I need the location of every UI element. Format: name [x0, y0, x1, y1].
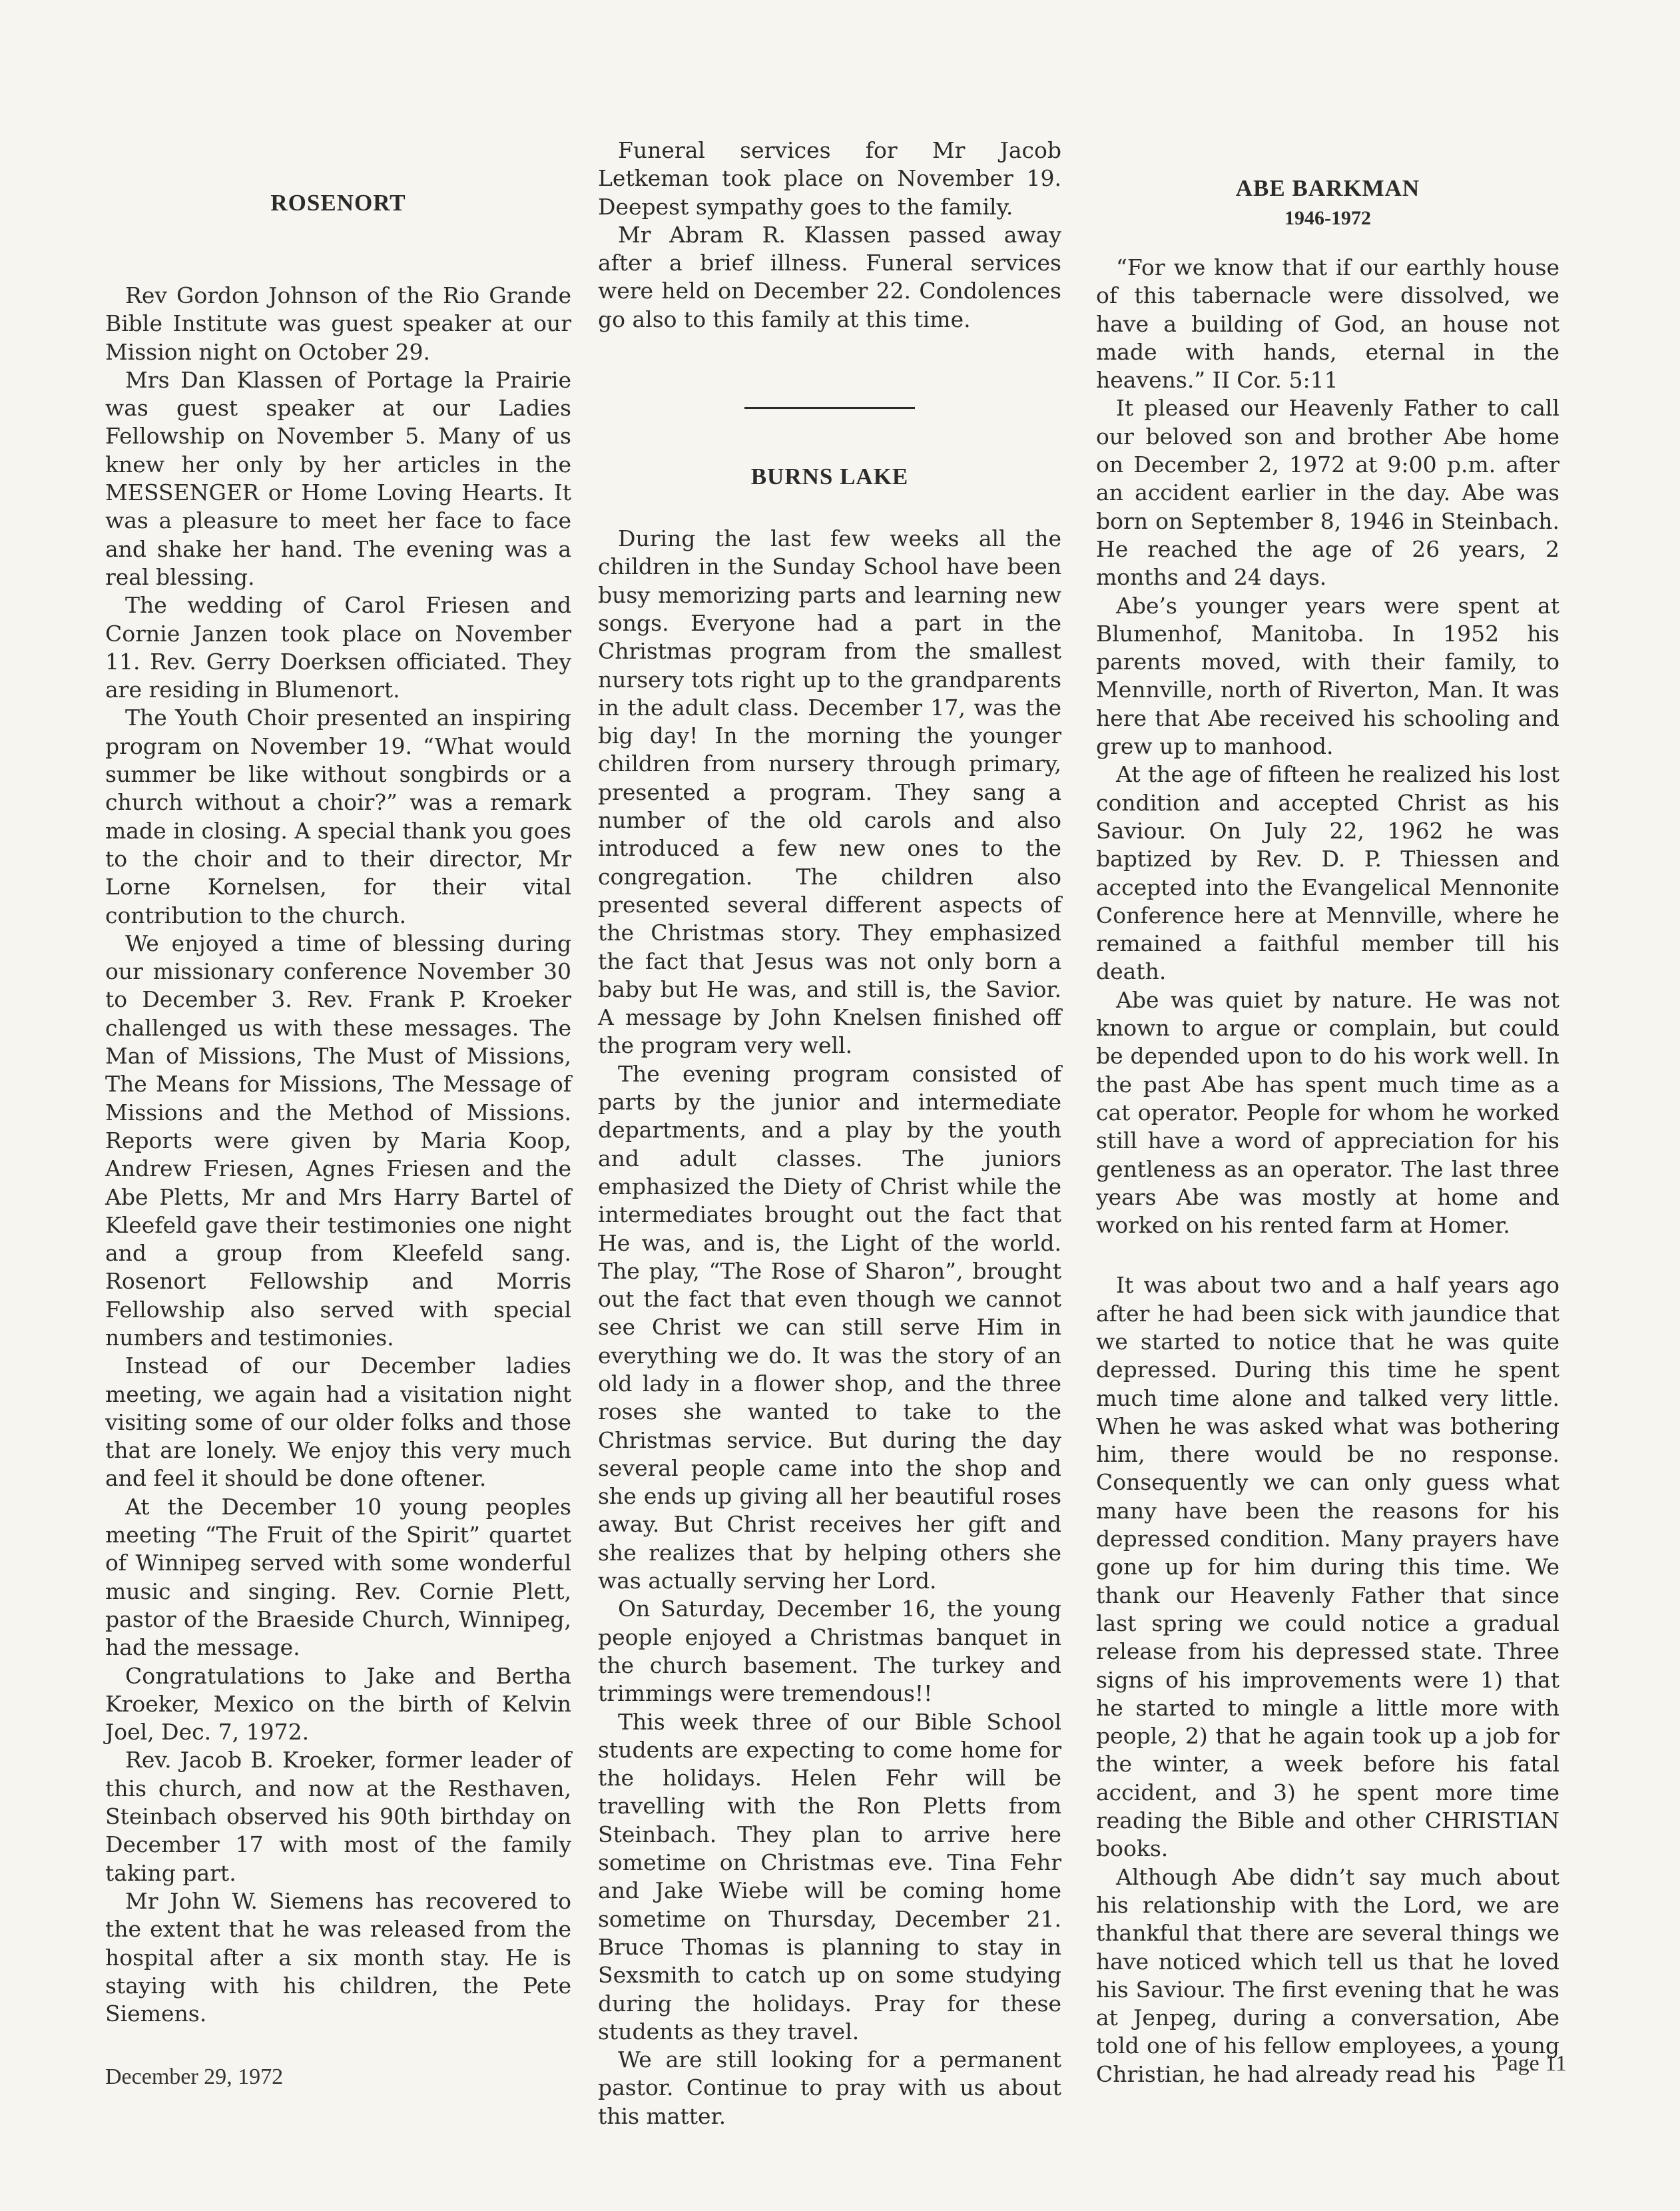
- rosenort-cont-paragraph: Mr Abram R. Klassen passed away after a brief illness. Funeral services were held on December 22. Condolences go also to this family at this time.: [598, 221, 1061, 332]
- abe-barkman-paragraph: Although Abe didn’t say much about his relationship with the Lord, we are thankful that there are several things we have noticed which tell us that he loved his Saviour. The first evening that he was at Jenpeg, during a conversation, Abe told one of his fellow employees, a young Christian, he had already read his: [1096, 1863, 1559, 2087]
- abe-barkman-years: 1946-1972: [1284, 207, 1371, 229]
- abe-barkman-heading: ABE BARKMAN: [1235, 175, 1420, 201]
- rosenort-paragraph: Rev Gordon Johnson of the Rio Grande Bible Institute was guest speaker at our Mission night on October 29.: [105, 282, 571, 365]
- rosenort-paragraph: The wedding of Carol Friesen and Cornie Janzen took place on November 11. Rev. Gerry Doerksen officiated. They are residing in Blumenort.: [105, 592, 571, 703]
- abe-barkman-paragraph: It was about two and a half years ago after he had been sick with jaundice that we started to notice that he was quite depressed. During this time he spent much time alone and talked very little. When he was asked what was bothering him, there would be no response. Consequently we can only guess what many have been the reasons for his depressed condition. Many prayers have gone up for him during this time. We thank our Heavenly Father that since last spring we could notice a gradual release from his depressed state. Three signs of his improvements were 1) that he started to mingle a little more with people, 2) that he again took up a job for the winter, a week before his fatal accident, and 3) he spent more time reading the Bible and other CHRISTIAN books.: [1096, 1272, 1559, 1862]
- burns-lake-heading: BURNS LAKE: [750, 464, 909, 490]
- burns-lake-paragraph: This week three of our Bible School students are expecting to come home for the holidays. Helen Fehr will be travelling with the Ron Pletts from Steinbach. They plan to arrive here sometime on Christmas eve. Tina Fehr and Jake Wiebe will be coming home sometime on Thursday, December 21. Bruce Thomas is planning to stay in Sexsmith to catch up on some studying during the holidays. Pray for these students as they travel.: [598, 1708, 1061, 2045]
- abe-barkman-paragraph: “For we know that if our earthly house of this tabernacle were dissolved, we have a building of God, an house not made with hands, eternal in the heavens.” II Cor. 5:11: [1096, 254, 1559, 394]
- burns-lake-paragraph: During the last few weeks all the children in the Sunday School have been busy memorizing parts and learning new songs. Everyone had a part in the Christmas program from the smallest nursery tots right up to the grandparents in the adult class. December 17, was the big day! In the morning the younger children from nursery through primary, presented a program. They sang a number of the old carols and also introduced a few new ones to the congregation. The children also presented several different aspects of the Christmas story. They emphasized the fact that Jesus was not only born a baby but He was, and still is, the Savior. A message by John Knelsen finished off the program very well.: [598, 525, 1061, 1059]
- column-abe-barkman: [1096, 137, 1559, 2088]
- column-burns-lake: [598, 137, 1061, 2130]
- rosenort-paragraph: Congratulations to Jake and Bertha Kroeker, Mexico on the birth of Kelvin Joel, Dec. 7, 1972.: [105, 1662, 571, 1745]
- footer-page-number: Page 11: [1495, 2051, 1567, 2076]
- rosenort-paragraph: Rev. Jacob B. Kroeker, former leader of this church, and now at the Resthaven, Steinbach observed his 90th birthday on December 17 with most of the family taking part.: [105, 1747, 571, 1886]
- abe-barkman-paragraph: Abe’s younger years were spent at Blumenhof, Manitoba. In 1952 his parents moved, with their family, to Mennville, north of Riverton, Man. It was here that Abe received his schooling and grew up to manhood.: [1096, 592, 1559, 760]
- burns-lake-paragraph: We are still looking for a permanent pastor. Continue to pray with us about this matter.: [598, 2047, 1061, 2129]
- column-rosenort: [105, 137, 571, 2028]
- rosenort-paragraph: Mr John W. Siemens has recovered to the extent that he was released from the hospital after a six month stay. He is staying with his children, the Pete Siemens.: [105, 1887, 571, 2027]
- footer-date: December 29, 1972: [105, 2064, 284, 2089]
- abe-barkman-paragraph: At the age of fifteen he realized his lost condition and accepted Christ as his Saviour. On July 22, 1962 he was baptized by Rev. D. P. Thiessen and accepted into the Evangelical Mennonite Conference here at Mennville, where he remained a faithful member till his death.: [1096, 761, 1559, 985]
- rosenort-paragraph: Mrs Dan Klassen of Portage la Prairie was guest speaker at our Ladies Fellowship on November 5. Many of us knew her only by her articles in the MESSENGER or Home Loving Hearts. It was a pleasure to meet her face to face and shake her hand. The evening was a real blessing.: [105, 366, 571, 590]
- abe-barkman-paragraph: It pleased our Heavenly Father to call our beloved son and brother Abe home on December 2, 1972 at 9:00 p.m. after an accident earlier in the day. Abe was born on September 8, 1946 in Steinbach. He reached the age of 26 years, 2 months and 24 days.: [1096, 395, 1559, 591]
- rosenort-paragraph: Instead of our December ladies meeting, we again had a visitation night visiting some of our older folks and those that are lonely. We enjoy this very much and feel it should be done oftener.: [105, 1353, 571, 1492]
- rosenort-paragraph: The Youth Choir presented an inspiring program on November 19. “What would summer be like without songbirds or a church without a choir?” was a remark made in closing. A special thank you goes to the choir and to their director, Mr Lorne Kornelsen, for their vital contribution to the church.: [105, 705, 571, 928]
- rosenort-cont-paragraph: Funeral services for Mr Jacob Letkeman took place on November 19. Deepest sympathy goes to the family.: [598, 137, 1061, 220]
- burns-lake-paragraph: The evening program consisted of parts by the junior and intermediate departments, and a play by the youth and adult classes. The juniors emphasized the Diety of Christ while the intermediates brought out the fact that He was, and is, the Light of the world. The play, “The Rose of Sharon”, brought out the fact that even though we cannot see Christ we can still serve Him in everything we do. It was the story of an old lady in a flower shop, and the three roses she wanted to take to the Christmas service. But during the day several people came into the shop and she ends up giving all her beautiful roses away. But Christ receives her gift and she realizes that by helping others she was actually serving her Lord.: [598, 1060, 1061, 1594]
- abe-barkman-paragraph: Abe was quiet by nature. He was not known to argue or complain, but could be depended upon to do his work well. In the past Abe has spent much time as a cat operator. People for whom he worked still have a word of appreciation for his gentleness as an operator. The last three years Abe was mostly at home and worked on his rented farm at Homer.: [1096, 986, 1559, 1239]
- rosenort-paragraph: At the December 10 young peoples meeting “The Fruit of the Spirit” quartet of Winnipeg served with some wonderful music and singing. Rev. Cornie Plett, pastor of the Braeside Church, Winnipeg, had the message.: [105, 1493, 571, 1661]
- burns-lake-paragraph: On Saturday, December 16, the young people enjoyed a Christmas banquet in the church basement. The turkey and trimmings were tremendous!!: [598, 1596, 1061, 1707]
- rosenort-paragraph: We enjoyed a time of blessing during our missionary conference November 30 to December 3. Rev. Frank P. Kroeker challenged us with these messages. The Man of Missions, The Must of Missions, The Means for Missions, The Message of Missions and the Method of Missions. Reports were given by Maria Koop, Andrew Friesen, Agnes Friesen and the Abe Pletts, Mr and Mrs Harry Bartel of Kleefeld gave their testimonies one night and a group from Kleefeld sang. Rosenort Fellowship and Morris Fellowship also served with special numbers and testimonies.: [105, 930, 571, 1351]
- rosenort-heading: ROSENORT: [270, 190, 406, 216]
